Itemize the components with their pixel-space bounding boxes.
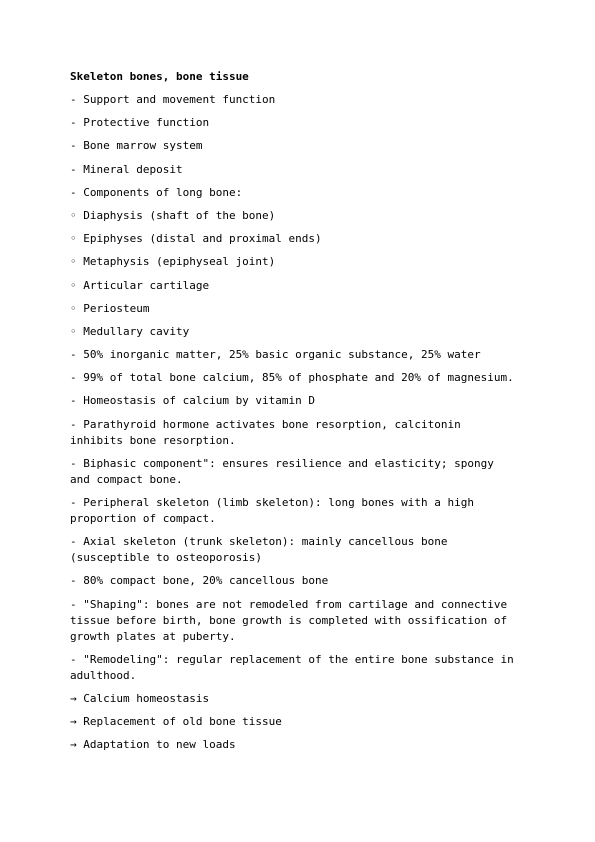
- list-item: - 99% of total bone calcium, 85% of phosphate and 20% of magnesium.: [70, 371, 514, 385]
- document-title: Skeleton bones, bone tissue: [70, 70, 249, 83]
- list-item: - Mineral deposit: [70, 162, 183, 176]
- sub-list-item: ◦ Epiphyses (distal and proximal ends): [70, 232, 322, 246]
- arrow-list-item: → Replacement of old bone tissue: [70, 715, 282, 729]
- list-item: - "Shaping": bones are not remodeled from cartilage and connective tissue before birth, bone growth is completed with ossification of growth plates at puberty.: [70, 597, 514, 643]
- list-item: - Axial skeleton (trunk skeleton): mainly cancellous bone (susceptible to osteoporosis): [70, 535, 455, 565]
- sub-list-item: ◦ Medullary cavity: [70, 324, 190, 338]
- sub-list-item: ◦ Metaphysis (epiphyseal joint): [70, 255, 276, 269]
- list-item: - Bone marrow system: [70, 139, 203, 153]
- arrow-list-item: → Adaptation to new loads: [70, 738, 236, 752]
- list-item: - Biphasic component": ensures resilience and elasticity; spongy and compact bone.: [70, 456, 501, 486]
- document-content: [70, 69, 520, 761]
- list-item: - Support and movement function: [70, 93, 276, 106]
- sub-list-item: ◦ Periosteum: [70, 301, 150, 315]
- list-item: - 50% inorganic matter, 25% basic organic substance, 25% water: [70, 348, 481, 362]
- list-item: - 80% compact bone, 20% cancellous bone: [70, 574, 329, 588]
- list-item: - Parathyroid hormone activates bone resorption, calcitonin inhibits bone resorption.: [70, 417, 468, 447]
- arrow-list-item: → Calcium homeostasis: [70, 691, 210, 705]
- list-item: - Homeostasis of calcium by vitamin D: [70, 394, 316, 408]
- list-item: - Protective function: [70, 116, 210, 130]
- sub-list-item: ◦ Diaphysis (shaft of the bone): [70, 208, 276, 222]
- sub-list-item: ◦ Articular cartilage: [70, 278, 210, 292]
- list-item: - Components of long bone:: [70, 185, 243, 199]
- list-item: - Peripheral skeleton (limb skeleton): long bones with a high proportion of compact.: [70, 496, 481, 525]
- list-item: - "Remodeling": regular replacement of the entire bone substance in adulthood.: [70, 652, 521, 682]
